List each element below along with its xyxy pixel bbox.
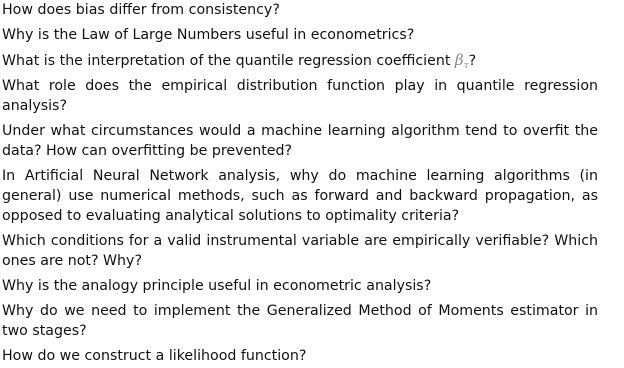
question-6: In Artificial Neural Network analysis, why do machine learning algorithms (in general) use numerical methods, such as forward and backward propagation, as opposed to evaluating analytical solutions to optimality criteria? bbox=[2, 168, 598, 224]
question-8: Why is the analogy principle useful in econometric analysis? bbox=[2, 278, 432, 294]
question-3-mark: ? bbox=[468, 53, 477, 69]
coefficient-beta: β bbox=[454, 51, 464, 69]
question-7: Which conditions for a valid instrumental variable are empirically verifiable? Which ones are not? Why? bbox=[2, 233, 598, 269]
question-3-text: What is the interpretation of the quantile regression coefficient bbox=[2, 53, 455, 69]
question-9: Why do we need to implement the Generalized Method of Moments estimator in two stages? bbox=[2, 303, 598, 339]
question-4: What role does the empirical distribution function play in quantile regression analysis? bbox=[2, 78, 598, 114]
question-2: Why is the Law of Large Numbers useful in econometrics? bbox=[2, 27, 415, 43]
question-10: How do we construct a likelihood function? bbox=[2, 348, 307, 364]
quantile-coefficient-symbol bbox=[455, 51, 469, 69]
question-1: How does bias differ from consistency? bbox=[2, 2, 280, 18]
question-5: Under what circumstances would a machine learning algorithm tend to overfit the data? How can overfitting be prevented? bbox=[2, 123, 598, 159]
question-3 bbox=[2, 50, 598, 71]
coefficient-tau-subscript: τ bbox=[463, 61, 469, 71]
